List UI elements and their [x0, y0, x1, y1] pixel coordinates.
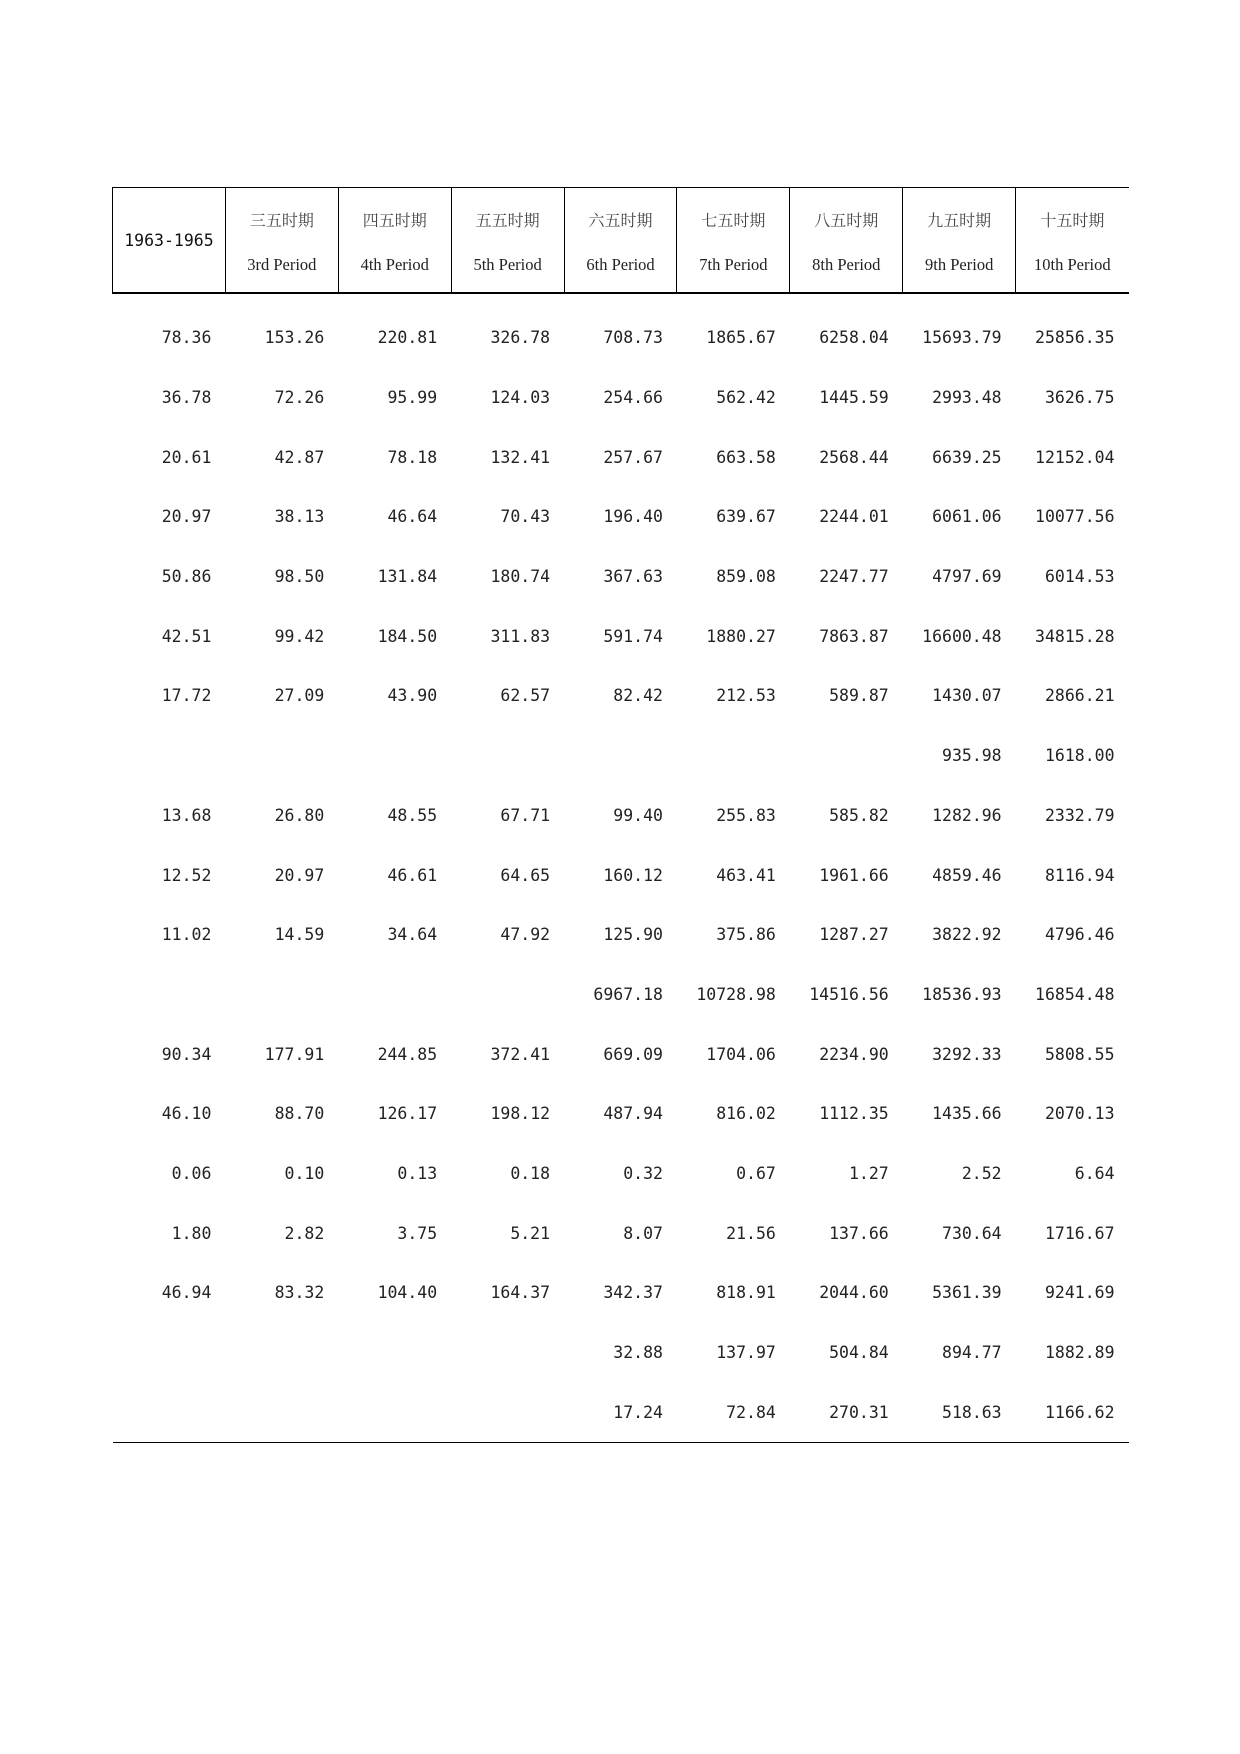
header-period-english: 5th Period: [473, 254, 542, 274]
table-cell: 2866.21: [1044, 686, 1115, 706]
table-row: [113, 666, 1129, 726]
table-cell: 32.88: [613, 1343, 663, 1363]
table-cell: 585.82: [829, 805, 889, 825]
table-cell: 46.94: [161, 1283, 212, 1303]
table-cell: 9241.69: [1044, 1283, 1115, 1303]
table-cell: 2070.13: [1044, 1104, 1115, 1124]
table-cell: 375.86: [716, 925, 776, 945]
table-cell: 0.06: [171, 1163, 212, 1183]
table-row: [113, 308, 1129, 368]
header-period-english: 6th Period: [586, 254, 655, 274]
table-cell: [338, 965, 451, 1025]
table-cell: 2044.60: [819, 1283, 889, 1303]
table-cell: 13.68: [161, 805, 212, 825]
table-cell: 1.27: [848, 1163, 889, 1183]
table-cell: 663.58: [716, 447, 776, 467]
table-row: [113, 1144, 1129, 1204]
statistics-table: [112, 187, 1129, 1443]
table-cell: 1166.62: [1016, 1382, 1129, 1442]
table-header: [113, 188, 1129, 294]
table-cell: 254.66: [603, 388, 663, 408]
table-cell: 487.94: [603, 1104, 663, 1124]
header-period-english: 4th Period: [360, 254, 429, 274]
header-period-chinese: 四五时期: [362, 210, 427, 230]
table-cell: 2.82: [284, 1223, 325, 1243]
table-cell: 90.34: [161, 1044, 212, 1064]
table-row: [113, 487, 1129, 547]
header-year-range: 1963-1965: [113, 188, 226, 294]
table-row: [113, 368, 1129, 428]
table-body: [113, 293, 1129, 1443]
table-cell: 67.71: [500, 805, 551, 825]
table-cell: 46.10: [161, 1104, 212, 1124]
table-cell: 5808.55: [1044, 1044, 1115, 1064]
table-cell: 591.74: [603, 626, 663, 646]
table-cell: 12152.04: [1035, 447, 1115, 467]
table-cell: 83.32: [274, 1283, 325, 1303]
table-cell: 12.52: [161, 865, 212, 885]
header-period: [790, 188, 903, 294]
table-cell: 7863.87: [819, 626, 889, 646]
table-cell: 0.32: [623, 1163, 663, 1183]
spacer-cell: [113, 293, 226, 308]
table-cell: 2993.48: [932, 388, 1002, 408]
header-period-chinese: 三五时期: [249, 210, 314, 230]
spacer-cell: [677, 293, 790, 308]
table-cell: 1445.59: [819, 388, 889, 408]
header-period-english: 7th Period: [699, 254, 768, 274]
table-cell: 20.97: [161, 507, 212, 527]
table-row: [113, 1382, 1129, 1442]
table-cell: 180.74: [490, 567, 551, 587]
table-cell: 212.53: [716, 686, 776, 706]
table-cell: 34.64: [387, 925, 438, 945]
table-cell: 311.83: [490, 626, 551, 646]
table-cell: 126.17: [377, 1104, 438, 1124]
table-cell: 78.36: [161, 328, 212, 348]
table-cell: 26.80: [274, 805, 325, 825]
table-cell: 3626.75: [1044, 388, 1115, 408]
table-cell: 72.26: [274, 388, 325, 408]
table-cell: 4797.69: [932, 567, 1002, 587]
table-cell: 1865.67: [706, 328, 776, 348]
header-period-chinese: 八五时期: [814, 210, 879, 230]
table-cell: 34815.28: [1035, 626, 1115, 646]
table-cell: 14.59: [274, 925, 325, 945]
table-cell: 8116.94: [1044, 865, 1115, 885]
table-cell: 16854.48: [1035, 984, 1115, 1004]
table-cell: 1704.06: [706, 1044, 776, 1064]
table-cell: 342.37: [603, 1283, 663, 1303]
table-cell: 124.03: [490, 388, 551, 408]
table-cell: 10077.56: [1035, 507, 1115, 527]
table-cell: 104.40: [377, 1283, 438, 1303]
table-cell: [451, 726, 564, 786]
table-cell: 1430.07: [932, 686, 1002, 706]
spacer-cell: [564, 293, 677, 308]
table-cell: 8.07: [623, 1223, 663, 1243]
table-row: [113, 427, 1129, 487]
header-period: [903, 188, 1016, 294]
table-cell: [113, 1382, 226, 1442]
table-cell: [225, 965, 338, 1025]
table-cell: 88.70: [274, 1104, 325, 1124]
table-cell: 257.67: [603, 447, 663, 467]
table-cell: 47.92: [500, 925, 551, 945]
table-cell: 160.12: [603, 865, 663, 885]
table-cell: 818.91: [716, 1283, 776, 1303]
header-period-chinese: 七五时期: [701, 210, 766, 230]
spacer-cell: [790, 293, 903, 308]
table-cell: 177.91: [264, 1044, 325, 1064]
table-cell: 196.40: [603, 507, 663, 527]
table-cell: 1716.67: [1044, 1223, 1115, 1243]
header-period-chinese: 十五时期: [1040, 210, 1105, 230]
table-cell: 14516.56: [809, 984, 889, 1004]
table-cell: 164.37: [490, 1283, 551, 1303]
table-row: [113, 1263, 1129, 1323]
table-row: [113, 606, 1129, 666]
table-cell: [677, 726, 790, 786]
table-cell: 21.56: [726, 1223, 776, 1243]
header-period-english: 8th Period: [812, 254, 881, 274]
table-cell: 4859.46: [932, 865, 1002, 885]
header-period-chinese: 九五时期: [927, 210, 992, 230]
table-cell: 669.09: [603, 1044, 663, 1064]
table-cell: [338, 1382, 451, 1442]
table-cell: 6639.25: [932, 447, 1002, 467]
table-cell: 1282.96: [932, 805, 1002, 825]
table-cell: 46.64: [387, 507, 438, 527]
table-cell: 730.64: [942, 1223, 1002, 1243]
table-cell: 27.09: [274, 686, 325, 706]
table-cell: 43.90: [387, 686, 438, 706]
table-cell: 3822.92: [932, 925, 1002, 945]
table-cell: 1618.00: [1044, 746, 1115, 766]
header-period-english: 9th Period: [925, 254, 994, 274]
table-cell: 6061.06: [932, 507, 1002, 527]
table-cell: 894.77: [942, 1343, 1002, 1363]
header-period: [225, 188, 338, 294]
header-period-chinese: 五五时期: [475, 210, 540, 230]
table-cell: 46.61: [387, 865, 438, 885]
table-cell: 244.85: [377, 1044, 438, 1064]
table-cell: 639.67: [716, 507, 776, 527]
header-period-english: 3rd Period: [247, 254, 317, 274]
statistics-table-container: [112, 187, 1128, 1443]
table-cell: 935.98: [942, 746, 1002, 766]
table-cell: 5.21: [510, 1223, 551, 1243]
table-cell: [225, 726, 338, 786]
table-cell: 70.43: [500, 507, 551, 527]
table-cell: 816.02: [716, 1104, 776, 1124]
table-cell: [225, 1382, 338, 1442]
table-cell: 72.84: [677, 1382, 790, 1442]
table-cell: 17.72: [161, 686, 212, 706]
table-cell: 0.18: [510, 1163, 551, 1183]
table-cell: 99.42: [274, 626, 325, 646]
table-cell: [113, 965, 226, 1025]
header-period: [564, 188, 677, 294]
table-cell: 859.08: [716, 567, 776, 587]
header-period: [338, 188, 451, 294]
table-row: [113, 1024, 1129, 1084]
table-cell: 16600.48: [922, 626, 1002, 646]
table-row: [113, 1203, 1129, 1263]
header-period: [677, 188, 790, 294]
spacer-cell: [451, 293, 564, 308]
table-cell: [564, 726, 677, 786]
table-cell: 125.90: [603, 925, 663, 945]
table-cell: 4796.46: [1044, 925, 1115, 945]
table-row: [113, 726, 1129, 786]
table-cell: 1.80: [171, 1223, 212, 1243]
spacer-cell: [1016, 293, 1129, 308]
table-cell: 463.41: [716, 865, 776, 885]
table-cell: [451, 1323, 564, 1383]
table-cell: 95.99: [387, 388, 438, 408]
table-cell: 1882.89: [1044, 1343, 1115, 1363]
table-cell: 62.57: [500, 686, 551, 706]
table-cell: 42.51: [161, 626, 212, 646]
table-row: [113, 1084, 1129, 1144]
table-cell: 1287.27: [819, 925, 889, 945]
table-cell: 2247.77: [819, 567, 889, 587]
table-cell: 1112.35: [819, 1104, 889, 1124]
header-period: [451, 188, 564, 294]
table-cell: 50.86: [161, 567, 212, 587]
table-row: [113, 1323, 1129, 1383]
table-cell: 6967.18: [593, 984, 663, 1004]
table-cell: 78.18: [387, 447, 438, 467]
table-row: [113, 547, 1129, 607]
table-cell: 48.55: [387, 805, 438, 825]
table-cell: [113, 726, 226, 786]
table-cell: [451, 1382, 564, 1442]
table-cell: 36.78: [161, 388, 212, 408]
table-cell: 1880.27: [706, 626, 776, 646]
table-cell: 372.41: [490, 1044, 551, 1064]
table-cell: 82.42: [613, 686, 663, 706]
table-cell: 137.97: [716, 1343, 776, 1363]
table-cell: 6014.53: [1044, 567, 1115, 587]
table-cell: 18536.93: [922, 984, 1002, 1004]
table-cell: 2244.01: [819, 507, 889, 527]
table-cell: 131.84: [377, 567, 438, 587]
table-cell: 20.97: [274, 865, 325, 885]
header-period-chinese: 六五时期: [588, 210, 653, 230]
table-cell: 589.87: [829, 686, 889, 706]
table-cell: 504.84: [829, 1343, 889, 1363]
table-cell: 64.65: [500, 865, 551, 885]
table-cell: [338, 1323, 451, 1383]
table-cell: 20.61: [161, 447, 212, 467]
table-cell: 98.50: [274, 567, 325, 587]
table-cell: 184.50: [377, 626, 438, 646]
header-row: [113, 188, 1129, 294]
table-cell: 0.13: [397, 1163, 438, 1183]
table-cell: 6258.04: [819, 328, 889, 348]
table-cell: 326.78: [490, 328, 551, 348]
table-cell: 99.40: [613, 805, 663, 825]
table-cell: 42.87: [274, 447, 325, 467]
table-cell: [451, 965, 564, 1025]
table-cell: 270.31: [790, 1382, 903, 1442]
table-cell: [338, 726, 451, 786]
table-cell: 132.41: [490, 447, 551, 467]
table-cell: 220.81: [377, 328, 438, 348]
table-cell: 2568.44: [819, 447, 889, 467]
table-cell: 198.12: [490, 1104, 551, 1124]
table-cell: 0.10: [284, 1163, 325, 1183]
table-cell: [790, 726, 903, 786]
spacer-cell: [225, 293, 338, 308]
table-cell: 708.73: [603, 328, 663, 348]
table-cell: 3292.33: [932, 1044, 1002, 1064]
table-cell: 137.66: [829, 1223, 889, 1243]
spacer-row: [113, 293, 1129, 308]
table-cell: 25856.35: [1035, 328, 1115, 348]
table-row: [113, 845, 1129, 905]
table-cell: 153.26: [264, 328, 325, 348]
table-cell: 10728.98: [696, 984, 776, 1004]
table-cell: [225, 1323, 338, 1383]
table-cell: 1435.66: [932, 1104, 1002, 1124]
header-period-english: 10th Period: [1034, 254, 1111, 274]
table-cell: 2.52: [961, 1163, 1002, 1183]
table-cell: 6.64: [1074, 1163, 1115, 1183]
table-cell: 1961.66: [819, 865, 889, 885]
table-cell: 0.67: [736, 1163, 776, 1183]
table-cell: 518.63: [903, 1382, 1016, 1442]
header-period: [1016, 188, 1129, 294]
table-cell: 367.63: [603, 567, 663, 587]
table-row: [113, 905, 1129, 965]
table-row: [113, 965, 1129, 1025]
table-cell: 2332.79: [1044, 805, 1115, 825]
table-cell: 17.24: [564, 1382, 677, 1442]
spacer-cell: [338, 293, 451, 308]
table-cell: 3.75: [397, 1223, 438, 1243]
table-cell: [113, 1323, 226, 1383]
table-cell: 255.83: [716, 805, 776, 825]
table-cell: 2234.90: [819, 1044, 889, 1064]
spacer-cell: [903, 293, 1016, 308]
table-cell: 15693.79: [922, 328, 1002, 348]
table-cell: 562.42: [716, 388, 776, 408]
table-cell: 38.13: [274, 507, 325, 527]
table-row: [113, 786, 1129, 846]
table-cell: 11.02: [161, 925, 212, 945]
table-cell: 5361.39: [932, 1283, 1002, 1303]
